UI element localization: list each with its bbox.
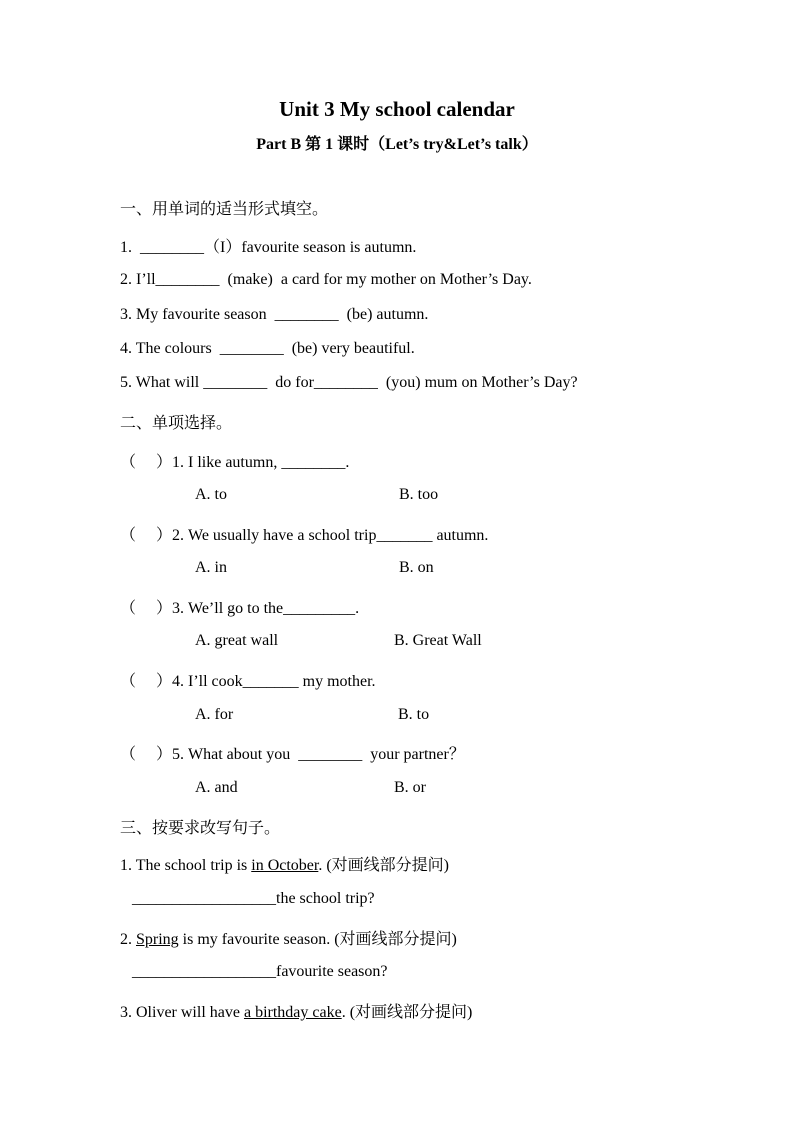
s2-q5-option-a: A. and: [195, 779, 238, 796]
s2-question-3: （ ）3. We’ll go to the_________.: [120, 600, 360, 617]
s2-q4-option-a: A. for: [195, 706, 234, 723]
s2-q1-option-a: A. to: [195, 486, 227, 503]
s2-question-4: （ ）4. I’ll cook_______ my mother.: [120, 673, 376, 690]
s2-q3-option-a: A. great wall: [195, 632, 279, 649]
section-heading-fill-blanks: 一、用单词的适当形式填空。: [120, 199, 329, 218]
s2-q3-option-b: B. Great Wall: [394, 632, 482, 649]
s3-q3-underlined: a birthday cake: [243, 1004, 342, 1021]
s2-q5-option-b: B. or: [394, 779, 426, 796]
s3-q1-underlined: in October: [251, 857, 319, 874]
s2-question-2: （ ）2. We usually have a school trip_______ autumn.: [120, 527, 489, 544]
s3-q3-text-pre: 3. Oliver will have: [120, 1004, 244, 1021]
s2-question-1: （ ）1. I like autumn, ________.: [120, 454, 350, 471]
s3-q2-text-post: is my favourite season. (对画线部分提问): [178, 931, 457, 948]
s3-q2-text-pre: 2.: [120, 931, 136, 948]
section-heading-multiple-choice: 二、单项选择。: [120, 413, 233, 432]
s2-question-5: （ ）5. What about you ________ your partner？: [120, 746, 465, 763]
s3-q1-text-post: . (对画线部分提问): [318, 857, 450, 874]
s1-question-1: 1. ________（I）favourite season is autumn.: [120, 239, 417, 256]
s3-question-1: [120, 852, 449, 875]
s1-question-4: 4. The colours ________ (be) very beautiful.: [120, 340, 415, 357]
s3-question-2: [120, 926, 457, 949]
s2-q4-option-b: B. to: [398, 706, 430, 723]
s3-q1-answer-line: __________________the school trip?: [120, 890, 375, 907]
page-subtitle: Part B 第 1 课时（Let’s try&Let’s talk）: [256, 136, 538, 153]
s2-q2-option-a: A. in: [195, 559, 227, 576]
s1-question-5: 5. What will ________ do for________ (you) mum on Mother’s Day?: [120, 374, 578, 391]
s3-q1-text-pre: 1. The school trip is: [120, 857, 252, 874]
s3-q3-text-post: . (对画线部分提问): [341, 1004, 473, 1021]
s3-question-3: [120, 999, 472, 1022]
page-title: Unit 3 My school calendar: [279, 97, 515, 121]
s1-question-3: 3. My favourite season ________ (be) autumn.: [120, 306, 429, 323]
s2-q1-option-b: B. too: [399, 486, 439, 503]
section-heading-rewrite: 三、按要求改写句子。: [120, 818, 281, 837]
s1-question-2: 2. I’ll________ (make) a card for my mother on Mother’s Day.: [120, 271, 532, 288]
s2-q2-option-b: B. on: [399, 559, 434, 576]
s3-q2-underlined: Spring: [136, 931, 179, 948]
s3-q2-answer-line: __________________favourite season?: [120, 963, 388, 980]
